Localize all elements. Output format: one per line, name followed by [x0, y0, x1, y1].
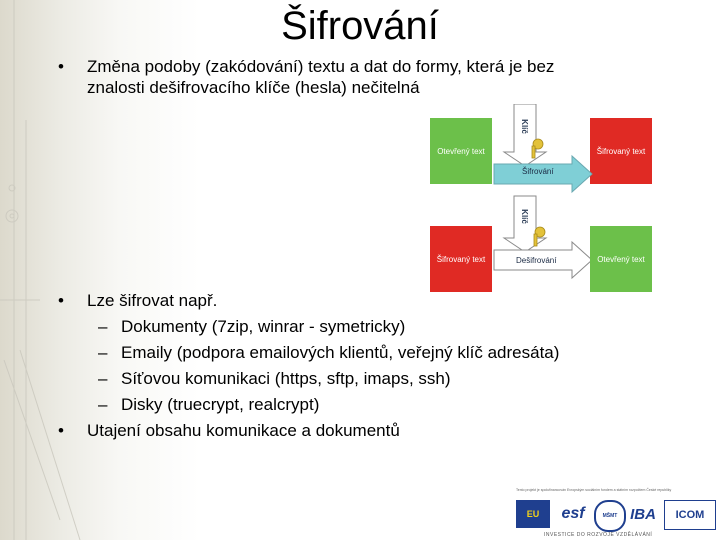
sub-item — [98, 342, 658, 363]
bullet-1-line-1: Změna podoby (zakódování) textu a dat do formy, která je bez — [87, 57, 555, 76]
sub-item-dash: – — [98, 317, 108, 336]
bottom-key-label: Klíč — [519, 209, 529, 224]
sub-item-text: Emaily (podpora emailových klientů, veřejný klíč adresáta) — [121, 343, 560, 362]
sub-item-dash: – — [98, 369, 108, 388]
sub-item-text: Síťovou komunikaci (https, sftp, imaps, ssh) — [121, 369, 451, 388]
bullet-2-text: Lze šifrovat např. — [87, 291, 218, 310]
encryption-diagram — [430, 104, 656, 292]
sub-item-text: Dokumenty (7zip, winrar - symetricky) — [121, 317, 406, 336]
bullet-3-text: Utajení obsahu komunikace a dokumentů — [87, 421, 400, 440]
bottom-arrow-label: Dešifrování — [516, 256, 557, 265]
sponsor-note: Tento projekt je spolufinancován Evropským sociálním fondem a státním rozpočtem České republiky — [516, 488, 672, 492]
bullet-2 — [58, 290, 658, 311]
bottom-left-box-label: Šifrovaný text — [436, 254, 486, 264]
sub-item-dash: – — [98, 395, 108, 414]
bullet-1 — [58, 56, 658, 98]
sub-item-dash: – — [98, 343, 108, 362]
esf-logo-text: esf — [561, 505, 585, 522]
sub-item — [98, 368, 658, 389]
eu-logo-text: EU — [526, 509, 540, 519]
top-left-box-label: Otevřený text — [437, 146, 485, 156]
top-key-arrow — [504, 104, 546, 166]
iba-logo-text: IBA — [630, 505, 656, 523]
top-right-box-label: Šifrovaný text — [596, 146, 646, 156]
icom-logo-text: ICOM — [675, 509, 705, 521]
msmt-logo — [594, 500, 626, 532]
bottom-right-box-label: Otevřený text — [597, 254, 645, 264]
top-key-label: Klíč — [519, 119, 529, 134]
icom-logo — [664, 500, 716, 530]
sub-item — [98, 316, 658, 337]
top-arrow-label: Šifrování — [522, 167, 554, 176]
bottom-plaintext-box — [590, 226, 652, 292]
msmt-logo-text: MŠMT — [602, 513, 618, 519]
esf-logo — [554, 500, 592, 528]
iba-logo — [626, 500, 660, 528]
bullet-3 — [58, 420, 658, 441]
sponsor-logos — [516, 488, 716, 540]
sub-item — [98, 394, 658, 415]
slide-title: Šifrování — [281, 4, 439, 48]
sub-item-text: Disky (truecrypt, realcrypt) — [121, 395, 320, 414]
eu-flag-logo — [516, 500, 550, 528]
sponsor-tagline: INVESTICE DO ROZVOJE VZDĚLÁVÁNÍ — [544, 532, 653, 538]
bullet-mark: • — [58, 57, 64, 76]
bullet-1-line-2: znalosti dešifrovacího klíče (hesla) nečitelná — [87, 78, 420, 97]
bottom-ciphertext-box — [430, 226, 492, 292]
bullet-mark: • — [58, 291, 64, 310]
bullet-mark: • — [58, 421, 64, 440]
bottom-key-icon — [534, 227, 545, 246]
